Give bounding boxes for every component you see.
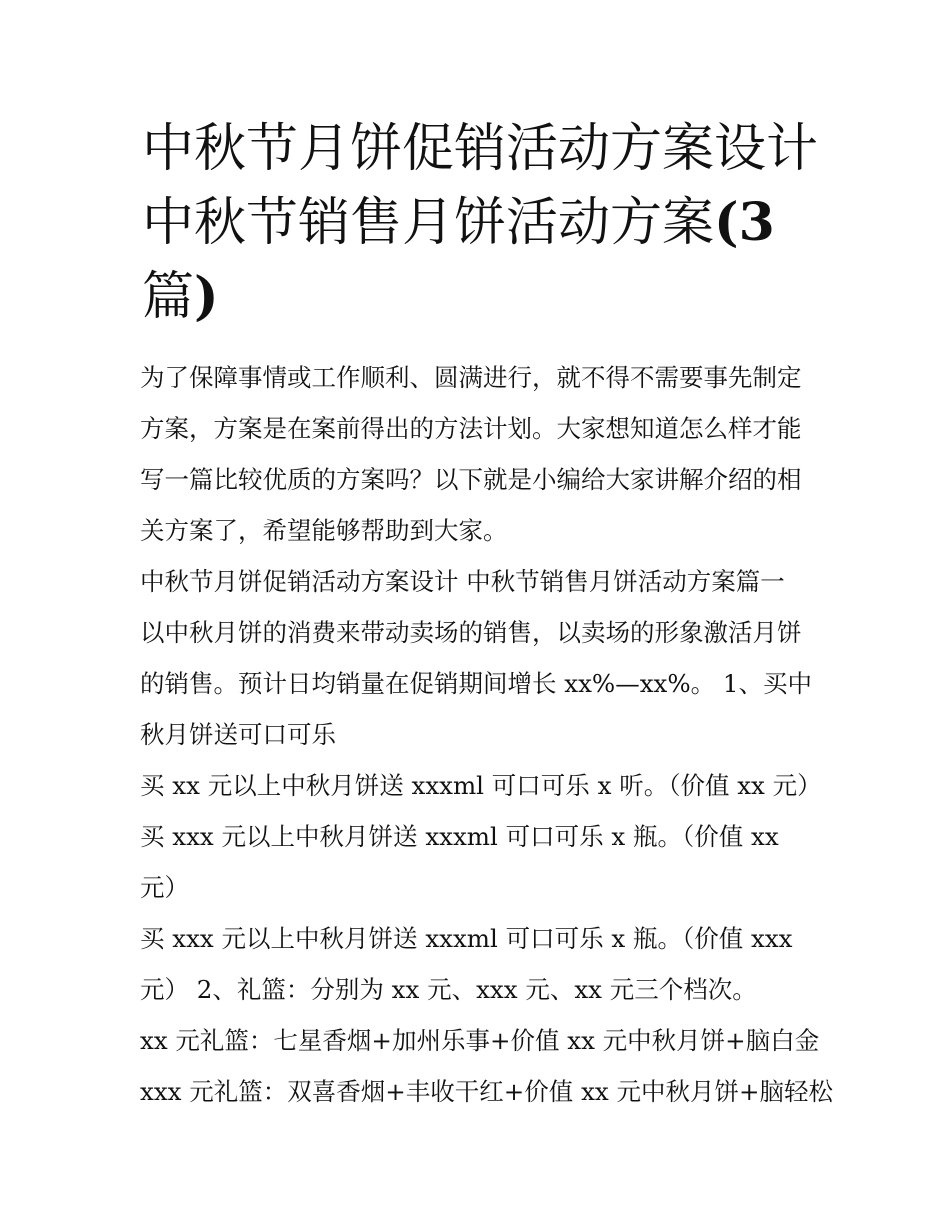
title-line-3-text: 篇 xyxy=(142,267,195,327)
offer-line-1: 买 xx 元以上中秋月饼送 xxxml 可口可乐 x 听。（价值 xx 元） xyxy=(140,771,822,800)
title-line-2 xyxy=(142,186,842,260)
title-line-1: 中秋节月饼促销活动方案设计 xyxy=(142,119,819,179)
offer-line-3: 买 xxx 元以上中秋月饼送 xxxml 可口可乐 x 瓶。（价值 xxx xyxy=(140,924,793,953)
offer-line-2-cont: 元） xyxy=(140,873,189,902)
section-line-3: 的销售。预计日均销量在促销期间增长 xx%—xx%。 1、买中 xyxy=(140,669,812,698)
document-title xyxy=(142,112,842,334)
basket-line-2: xxx 元礼篮：双喜香烟+丰收干红+价值 xx 元中秋月饼+脑轻松 xyxy=(140,1077,834,1106)
title-line-2-number: (3 xyxy=(714,192,775,253)
title-line-2-text: 中秋节销售月饼活动方案 xyxy=(142,193,715,253)
intro-line-4: 关方案了，希望能够帮助到大家。 xyxy=(140,516,508,545)
offer-line-2: 买 xxx 元以上中秋月饼送 xxxml 可口可乐 x 瓶。（价值 xx xyxy=(140,822,779,851)
offer-line-3-cont: 元） 2、礼篮：分别为 xx 元、xxx 元、xx 元三个档次。 xyxy=(140,975,757,1004)
title-line-3-paren: ) xyxy=(194,266,219,327)
intro-line-2: 方案，方案是在案前得出的方法计划。大家想知道怎么样才能 xyxy=(140,414,802,443)
section-line-2: 以中秋月饼的消费来带动卖场的销售，以卖场的形象激活月饼 xyxy=(140,618,802,647)
basket-line-1: xx 元礼篮：七星香烟+加州乐事+价值 xx 元中秋月饼+脑白金 xyxy=(140,1026,820,1055)
section-heading-line: 中秋节月饼促销活动方案设计 中秋节销售月饼活动方案篇一 xyxy=(140,567,785,596)
intro-line-1: 为了保障事情或工作顺利、圆满进行，就不得不需要事先制定 xyxy=(140,363,802,392)
section-line-4: 秋月饼送可口可乐 xyxy=(140,720,336,749)
intro-line-3: 写一篇比较优质的方案吗？以下就是小编给大家讲解介绍的相 xyxy=(140,465,802,494)
title-line-3 xyxy=(142,260,842,334)
